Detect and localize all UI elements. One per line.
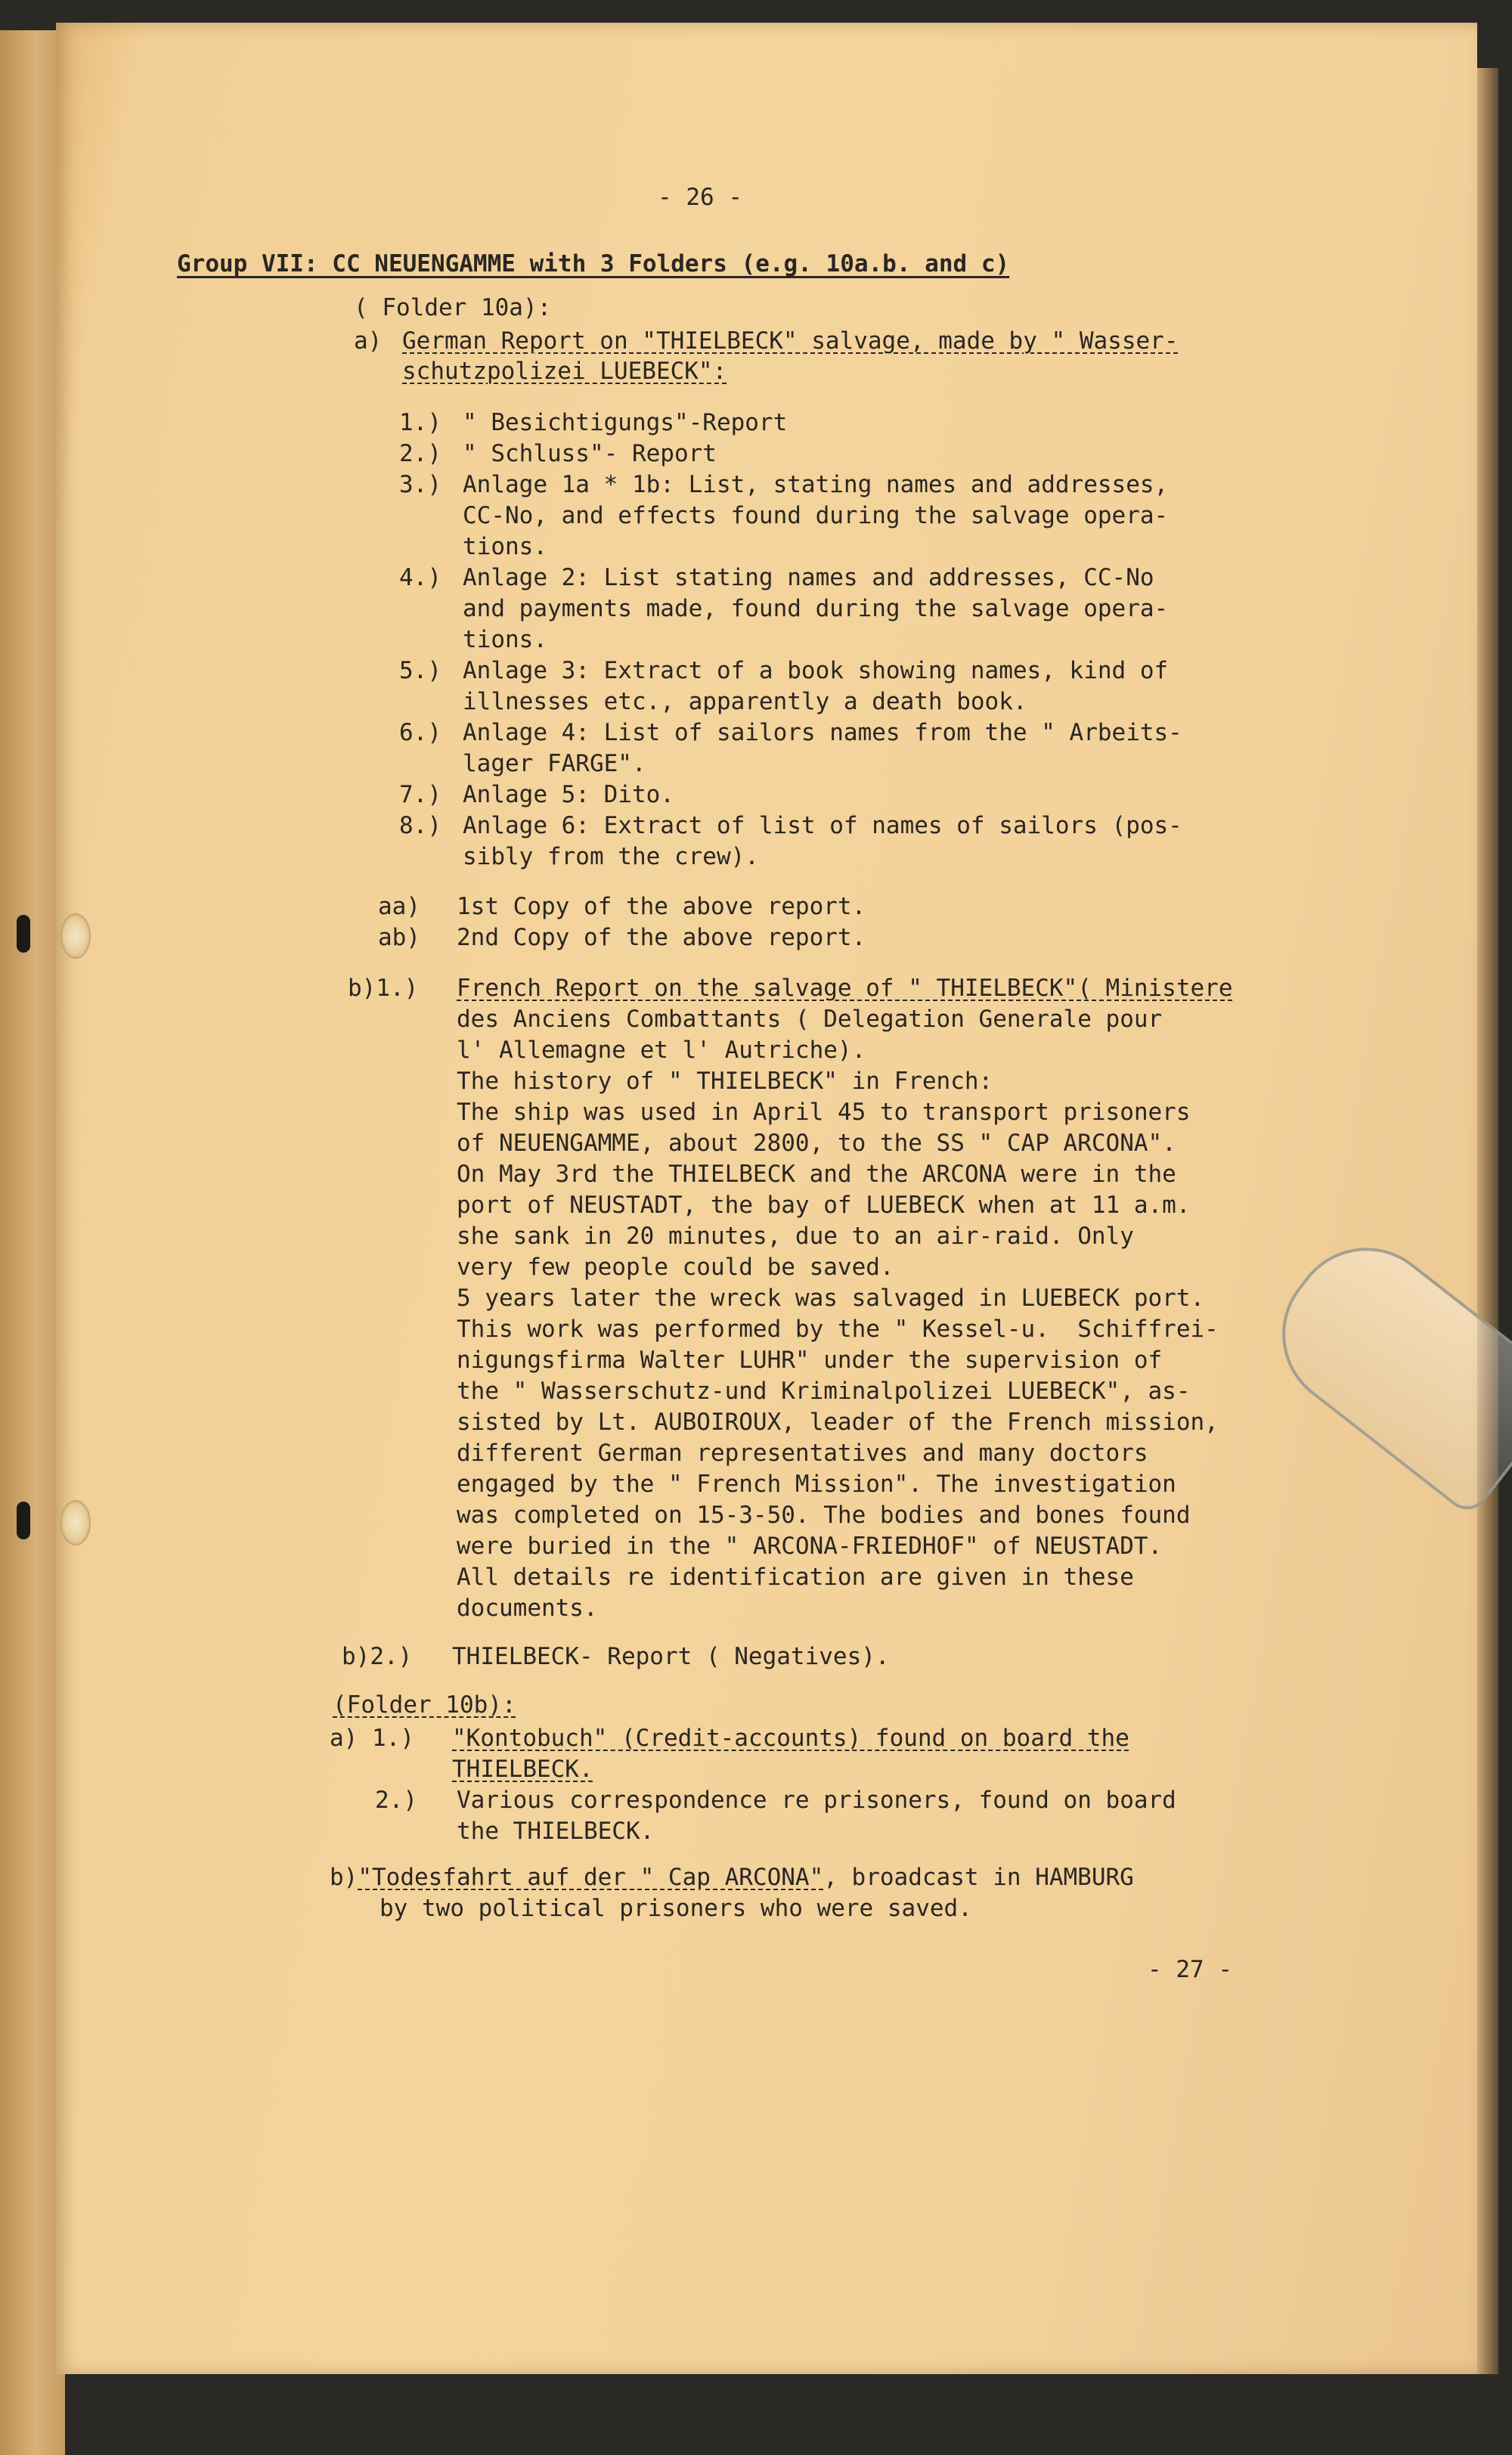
french-report-line: l' Allemagne et l' Autriche). bbox=[457, 1037, 866, 1064]
french-report-line: des Anciens Combattants ( Delegation Generale pour bbox=[457, 1006, 1163, 1033]
french-report-line: was completed on 15-3-50. The bodies and bones found bbox=[457, 1502, 1191, 1529]
page-number-bottom: - 27 - bbox=[1148, 1956, 1232, 1983]
french-report-line: port of NEUSTADT, the bay of LUEBECK when at 11 a.m. bbox=[457, 1192, 1191, 1219]
negatives-report: THIELBECK- Report ( Negatives). bbox=[452, 1643, 890, 1670]
binder-ring bbox=[17, 1502, 30, 1539]
kontobuch-title-cont: THIELBECK. bbox=[452, 1756, 593, 1783]
item-marker: a) 1.) bbox=[330, 1725, 414, 1752]
list-number: 8.) bbox=[399, 812, 442, 839]
page-number-top: - 26 - bbox=[658, 184, 742, 211]
copy-marker: ab) bbox=[378, 924, 420, 951]
french-report-line: engaged by the " French Mission". The investigation bbox=[457, 1471, 1176, 1498]
list-number: 5.) bbox=[399, 657, 442, 684]
copy-marker: aa) bbox=[378, 893, 420, 920]
broadcast-title: "Todesfahrt auf der " Cap ARCONA" bbox=[358, 1864, 824, 1891]
french-report-line: This work was performed by the " Kessel-u. Schiffrei- bbox=[457, 1316, 1219, 1343]
list-item-text: Anlage 6: Extract of list of names of sailors (pos- bbox=[463, 812, 1182, 839]
copy-text: 2nd Copy of the above report. bbox=[457, 924, 866, 951]
list-item-text: Anlage 2: List stating names and addresses, CC-No bbox=[463, 564, 1154, 591]
punch-hole bbox=[60, 913, 91, 959]
german-report-title: German Report on "THIELBECK" salvage, made by " Wasser- bbox=[402, 327, 1179, 355]
kontobuch-title: "Kontobuch" (Credit-accounts) found on board the bbox=[452, 1725, 1129, 1752]
list-item-text: Anlage 3: Extract of a book showing names, kind of bbox=[463, 657, 1169, 684]
french-report-line: sisted by Lt. AUBOIROUX, leader of the French mission, bbox=[457, 1409, 1219, 1436]
item-marker: b)1.) bbox=[348, 975, 419, 1002]
list-number: 1.) bbox=[399, 409, 442, 436]
french-report-title: French Report on the salvage of " THIELBECK"( Ministere bbox=[457, 975, 1233, 1002]
list-item-text: and payments made, found during the salvage opera- bbox=[463, 595, 1169, 622]
french-report-line: The history of " THIELBECK" in French: bbox=[457, 1068, 993, 1095]
copy-text: 1st Copy of the above report. bbox=[457, 893, 866, 920]
item-marker: b) bbox=[330, 1864, 358, 1891]
punch-hole bbox=[60, 1500, 91, 1545]
broadcast-line-cont: by two political prisoners who were saved. bbox=[380, 1895, 972, 1922]
group-heading: Group VII: CC NEUENGAMME with 3 Folders (e.g. 10a.b. and c) bbox=[177, 250, 1010, 277]
french-report-line: the " Wasserschutz-und Kriminalpolizei LUEBECK", as- bbox=[457, 1378, 1191, 1405]
page-stack-edge bbox=[1477, 68, 1498, 2374]
french-report-line: very few people could be saved. bbox=[457, 1254, 894, 1281]
binder-ring bbox=[17, 915, 30, 953]
list-item-text: Anlage 4: List of sailors names from the " Arbeits- bbox=[463, 719, 1182, 746]
list-number: 7.) bbox=[399, 781, 442, 808]
french-report-line: 5 years later the wreck was salvaged in LUEBECK port. bbox=[457, 1285, 1205, 1312]
list-number: 4.) bbox=[399, 564, 442, 591]
item-marker: a) bbox=[354, 327, 383, 355]
list-item-text: sibly from the crew). bbox=[463, 843, 759, 870]
french-report-line: The ship was used in April 45 to transport prisoners bbox=[457, 1099, 1191, 1126]
correspondence-line: the THIELBECK. bbox=[457, 1818, 655, 1845]
french-report-line: were buried in the " ARCONA-FRIEDHOF" of NEUSTADT. bbox=[457, 1533, 1163, 1560]
french-report-line: nigungsfirma Walter LUHR" under the supervision of bbox=[457, 1347, 1163, 1374]
correspondence-line: Various correspondence re prisoners, found on board bbox=[457, 1787, 1176, 1814]
list-number: 6.) bbox=[399, 719, 442, 746]
folder-10a-label: ( Folder 10a): bbox=[354, 294, 552, 321]
list-item-text: " Besichtigungs"-Report bbox=[463, 409, 788, 436]
french-report-line: On May 3rd the THIELBECK and the ARCONA were in the bbox=[457, 1161, 1176, 1188]
list-item-text: tions. bbox=[463, 626, 547, 653]
item-marker: b)2.) bbox=[342, 1643, 413, 1670]
list-item-text: tions. bbox=[463, 533, 547, 560]
list-item-text: " Schluss"- Report bbox=[463, 440, 717, 467]
list-item-text: Anlage 1a * 1b: List, stating names and addresses, bbox=[463, 471, 1169, 498]
broadcast-line bbox=[330, 1863, 1134, 1892]
list-number: 3.) bbox=[399, 471, 442, 498]
list-item-text: CC-No, and effects found during the salvage opera- bbox=[463, 502, 1169, 529]
folder-10b-label: (Folder 10b): bbox=[333, 1691, 516, 1719]
broadcast-rest: , broadcast in HAMBURG bbox=[823, 1864, 1134, 1891]
list-item-text: illnesses etc., apparently a death book. bbox=[463, 688, 1027, 715]
list-item-text: Anlage 5: Dito. bbox=[463, 781, 674, 808]
french-report-line: different German representatives and many doctors bbox=[457, 1440, 1148, 1467]
french-report-line: documents. bbox=[457, 1595, 598, 1622]
list-item-text: lager FARGE". bbox=[463, 750, 646, 777]
french-report-line: All details re identification are given in these bbox=[457, 1564, 1134, 1591]
list-number: 2.) bbox=[399, 440, 442, 467]
french-report-line: of NEUENGAMME, about 2800, to the SS " CAP ARCONA". bbox=[457, 1130, 1176, 1157]
list-number: 2.) bbox=[375, 1787, 417, 1814]
french-report-line: she sank in 20 minutes, due to an air-raid. Only bbox=[457, 1223, 1134, 1250]
german-report-title-cont: schutzpolizei LUEBECK": bbox=[402, 358, 727, 385]
